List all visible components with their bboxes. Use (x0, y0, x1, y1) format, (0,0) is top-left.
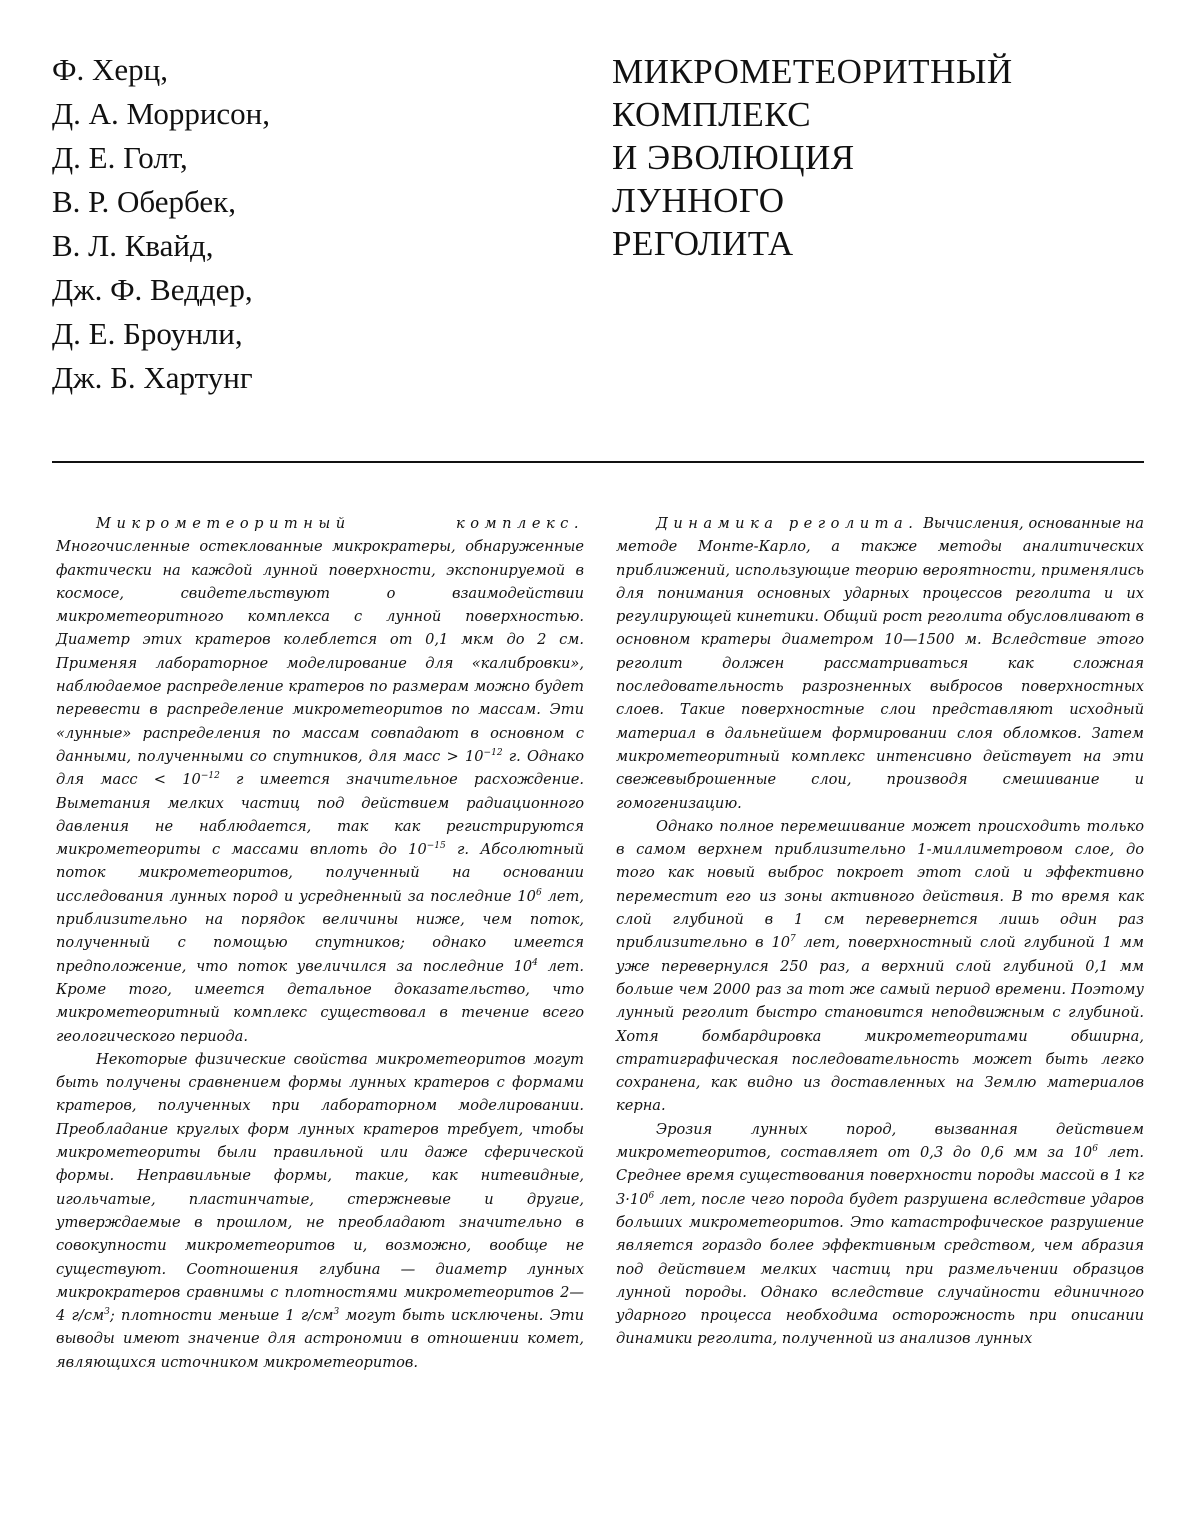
superscript: −15 (426, 841, 446, 852)
text-run: Вычисления, основанные на методе Монте-Карло, а также методы аналитических приближений, использующие теорию вероятности, применялись для понимания основных ударных процессов реголита и их регулирующей кинетики. Общий рост реголита обусловливают в основном кратеры диаметром 10—1500 м. Вследствие этого реголит должен рассматриваться как сложная последовательность разрозненных выбросов поверхностных слоев. Такие поверхностные слои представляют исходный материал в дальнейшем формировании слоя обломков. Затем микрометеоритный комплекс интенсивно действует на эти свежевыброшенные слои, производя смешивание и гомогенизацию. (616, 515, 1144, 812)
title-line: И ЭВОЛЮЦИЯ (612, 138, 855, 177)
author-name: Д. А. Моррисон, (52, 96, 271, 131)
title-line: РЕГОЛИТА (612, 224, 794, 263)
left-text-column (56, 512, 584, 1374)
paragraph (616, 1118, 1144, 1351)
text-run: г имеется значительное расхождение. Выметания мелких частиц под действием радиационного давления не наблюдается, так как регистрируются микрометеориты с массами вплоть до 10 (56, 771, 584, 859)
text-run: г. Абсолютный поток микрометеоритов, полученный на основании исследования лунных пород и усредненный за последние 10 (56, 841, 584, 905)
right-text-column (616, 512, 1144, 1351)
superscript: −12 (483, 747, 503, 758)
text-run: Однако полное перемешивание может происходить только в самом верхнем приблизительно 1-миллиметровом слое, до того как новый выброс покроет этот слой и эффективно переместит его из зоны активного действия. В то время как слой глубиной в 1 см перевернется лишь один раз приблизительно в 10 (616, 817, 1144, 952)
title-line: МИКРОМЕТЕОРИТНЫЙ (612, 52, 1013, 91)
text-run: могут быть исключены. Эти выводы имеют значение для астрономии в отношении комет, являющихся источником микрометеоритов. (56, 1307, 584, 1371)
article-title (612, 50, 1172, 265)
superscript: 3 (104, 1307, 110, 1318)
author-name: В. Р. Обербек, (52, 184, 236, 219)
text-run: г. Однако для масс < 10 (56, 747, 584, 789)
author-name: Дж. Б. Хартунг (52, 360, 253, 395)
superscript: 4 (532, 957, 538, 968)
text-run: Многочисленные остеклованные микрократеры, обнаруженные фактически на каждой лунной поверхности, экспонируемой в космосе, свидетельствуют о взаимодействии микрометеоритного комплекса с лунной поверхностью. Диаметр этих кратеров колеблется от 0,1 мкм до 2 см. Применяя лабораторное моделирование для «калибровки», наблюдаемое распределение кратеров по размерам можно будет перевести в распределение микрометеоритов по массам. Эти «лунные» распределения по массам совпадают в основном с данными, полученными со спутников, для масс > 10 (56, 538, 584, 765)
superscript: 7 (790, 934, 796, 945)
paragraph (616, 512, 1144, 815)
title-line: КОМПЛЕКС (612, 95, 812, 134)
horizontal-divider (52, 461, 1144, 463)
title-line: ЛУННОГО (612, 181, 785, 220)
superscript: 6 (1092, 1144, 1098, 1155)
text-run: лет, после чего порода будет разрушена вследствие ударов больших микрометеоритов. Это катастрофическое разрушение является гораздо более эффективным средством, чем абразия под действием мелких частиц при размельчении образцов лунной породы. Однако вследствие случайности единичного ударного процесса необходима осторожность при описании динамики реголита, полученной из анализов лунных (616, 1190, 1144, 1348)
section-heading: Динамика реголита. (656, 515, 919, 532)
paragraph (56, 512, 584, 1048)
text-run: лет. Кроме того, имеется детальное доказательство, что микрометеоритный комплекс существовал в течение всего геологического периода. (56, 957, 584, 1045)
text-run: Некоторые физические свойства микрометеоритов могут быть получены сравнением формы лунных кратеров с формами кратеров, полученных при лабораторном моделировании. Преобладание круглых форм лунных кратеров требует, чтобы микрометеориты были правильной или даже сферической формы. Неправильные формы, такие, как нитевидные, игольчатые, пластинчатые, стержневые и другие, утверждаемые в прошлом, не преобладают значительно в совокупности микрометеоритов и, возможно, вообще не существуют. Соотношения глубина — диаметр лунных микрократеров сравнимы с плотностями микрометеоритов 2—4 г/см (56, 1050, 584, 1325)
superscript: −12 (200, 771, 220, 782)
paragraph (56, 1048, 584, 1374)
author-name: Д. Е. Голт, (52, 140, 188, 175)
text-run: ; плотности меньше 1 г/см (109, 1307, 334, 1325)
text-run: лет, приблизительно на порядок величины ниже, чем поток, полученный с помощью спутников; однако имеется предположение, что поток увеличился за последние 10 (56, 887, 585, 975)
section-heading: Микрометеоритный комплекс. (96, 515, 584, 532)
text-run: Эрозия лунных пород, вызванная действием микрометеоритов, составляет от 0,3 до 0,6 мм за 10 (616, 1120, 1144, 1162)
author-name: Дж. Ф. Веддер, (52, 272, 253, 307)
paragraph (616, 815, 1144, 1118)
superscript: 3 (333, 1307, 340, 1318)
superscript: 6 (648, 1190, 655, 1201)
text-run: лет, поверхностный слой глубиной 1 мм уже перевернулся 250 раз, а верхний слой глубиной 0,1 мм больше чем 2000 раз за тот же самый период времени. Поэтому лунный реголит быстро становится неподвижным с глубиной. Хотя бомбардировка микрометеоритами обширна, стратиграфическая последовательность может быть легко сохранена, как видно из доставленных на Землю материалов керна. (616, 934, 1144, 1115)
text-run: лет. Среднее время существования поверхности породы массой в 1 кг 3·10 (616, 1144, 1144, 1208)
author-name: Д. Е. Броунли, (52, 316, 243, 351)
author-name: Ф. Херц, (52, 52, 168, 87)
superscript: 6 (535, 887, 542, 898)
author-name: В. Л. Квайд, (52, 228, 214, 263)
author-list (52, 48, 572, 400)
